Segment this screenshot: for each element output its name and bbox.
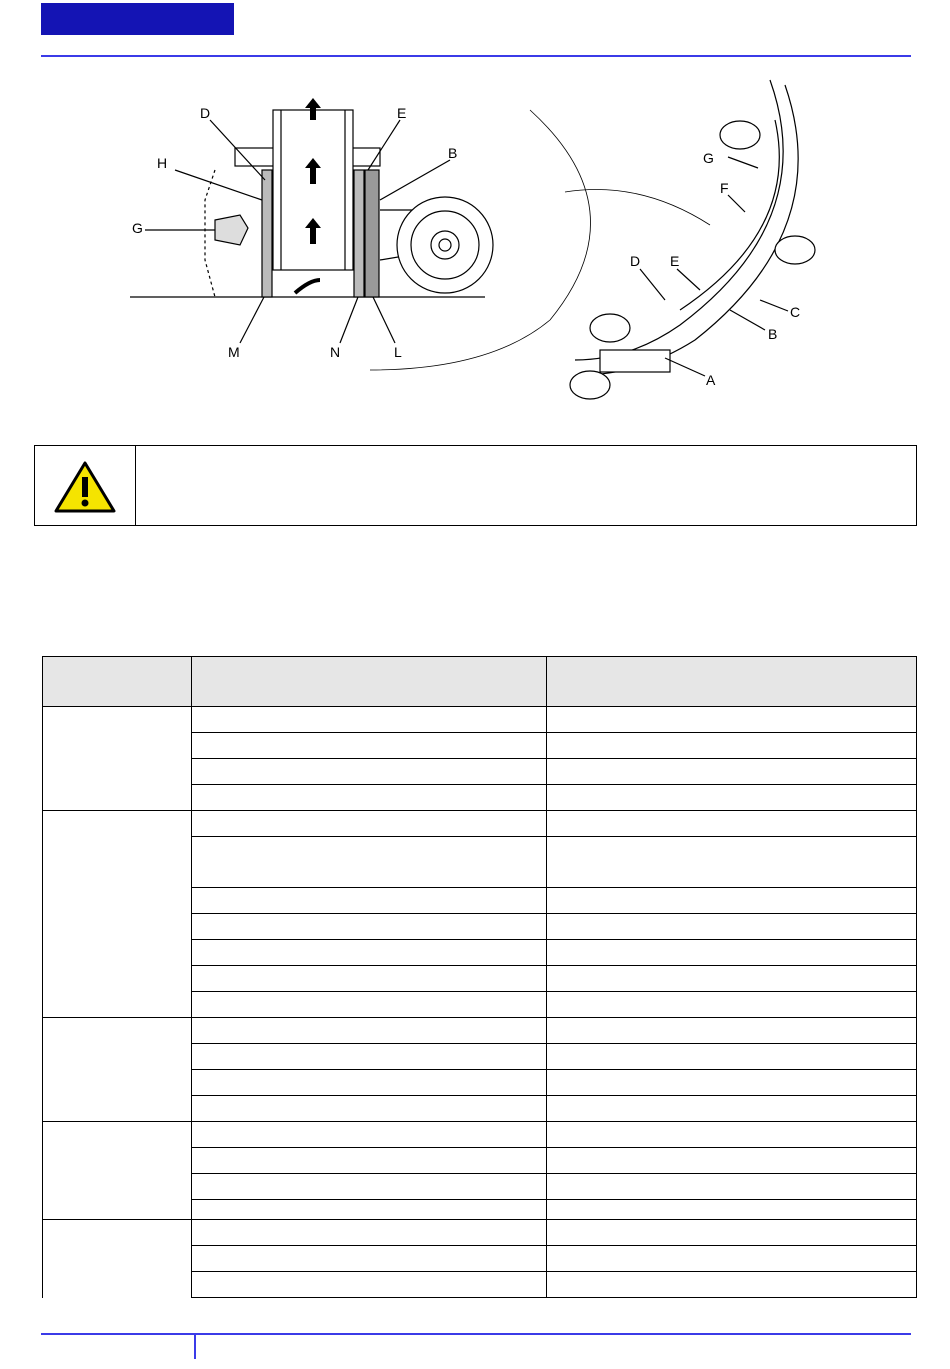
table-cell <box>192 1220 547 1246</box>
header-rule <box>41 55 911 57</box>
table-cell <box>192 940 547 966</box>
group-cell <box>43 1018 192 1122</box>
table-cell <box>547 888 917 914</box>
label-d-right: D <box>630 253 641 269</box>
table-cell <box>192 785 547 811</box>
table-row <box>43 1018 917 1044</box>
table-cell <box>192 707 547 733</box>
table-cell <box>192 1174 547 1200</box>
header-tab <box>41 3 234 35</box>
table-header-cell <box>43 657 192 707</box>
group-cell <box>43 1122 192 1220</box>
label-b-right: B <box>768 326 778 342</box>
label-e: E <box>397 105 407 121</box>
label-g: G <box>132 220 143 236</box>
group-cell <box>43 1220 192 1298</box>
table-row <box>43 811 917 837</box>
table-cell <box>547 1200 917 1220</box>
label-b: B <box>448 145 458 161</box>
label-d: D <box>200 105 211 121</box>
group-cell <box>43 811 192 1018</box>
label-h: H <box>157 155 168 171</box>
table-header-cell <box>192 657 547 707</box>
table-cell <box>547 1174 917 1200</box>
table-cell <box>192 811 547 837</box>
footer-divider <box>194 1335 196 1359</box>
table-cell <box>192 1122 547 1148</box>
table-cell <box>192 1070 547 1096</box>
table-cell <box>547 1272 917 1298</box>
table-cell <box>547 811 917 837</box>
table-cell <box>192 966 547 992</box>
table-cell <box>192 1044 547 1070</box>
table-cell <box>192 837 547 888</box>
table-row <box>43 1220 917 1246</box>
table-cell <box>547 1148 917 1174</box>
table-cell <box>192 1246 547 1272</box>
table-cell <box>192 914 547 940</box>
technical-figure <box>40 60 910 420</box>
table-cell <box>192 1200 547 1220</box>
table-cell <box>547 1246 917 1272</box>
spec-table <box>42 656 917 1298</box>
warning-icon-cell <box>35 446 136 525</box>
label-c: C <box>790 304 801 320</box>
label-g-right: G <box>703 150 714 166</box>
table-row <box>43 707 917 733</box>
table-cell <box>547 759 917 785</box>
table-cell <box>547 837 917 888</box>
table-cell <box>547 992 917 1018</box>
table-cell <box>547 785 917 811</box>
table-cell <box>547 1044 917 1070</box>
table-cell <box>547 733 917 759</box>
label-a: A <box>706 372 716 388</box>
squeegee-diagram <box>570 80 815 399</box>
label-l: L <box>394 344 402 360</box>
label-n: N <box>330 344 341 360</box>
table-cell <box>547 1122 917 1148</box>
table-cell <box>192 888 547 914</box>
table-cell <box>547 1096 917 1122</box>
warning-triangle-icon <box>53 460 117 514</box>
table-cell <box>547 1018 917 1044</box>
label-e-right: E <box>670 253 680 269</box>
table-cell <box>192 1148 547 1174</box>
table-cell <box>547 940 917 966</box>
table-row <box>43 1122 917 1148</box>
table-cell <box>192 759 547 785</box>
table-cell <box>192 1272 547 1298</box>
table-cell <box>192 1018 547 1044</box>
table-cell <box>547 966 917 992</box>
warning-box <box>34 445 917 526</box>
table-cell <box>547 1220 917 1246</box>
table-header-cell <box>547 657 917 707</box>
label-m: M <box>228 344 240 360</box>
table-cell <box>547 914 917 940</box>
footer-rule <box>41 1333 911 1335</box>
table-cell <box>192 733 547 759</box>
table-header-row <box>43 657 917 707</box>
table-cell <box>547 707 917 733</box>
group-cell <box>43 707 192 811</box>
table-cell <box>192 992 547 1018</box>
label-f: F <box>720 180 729 196</box>
table-cell <box>192 1096 547 1122</box>
table-cell <box>547 1070 917 1096</box>
